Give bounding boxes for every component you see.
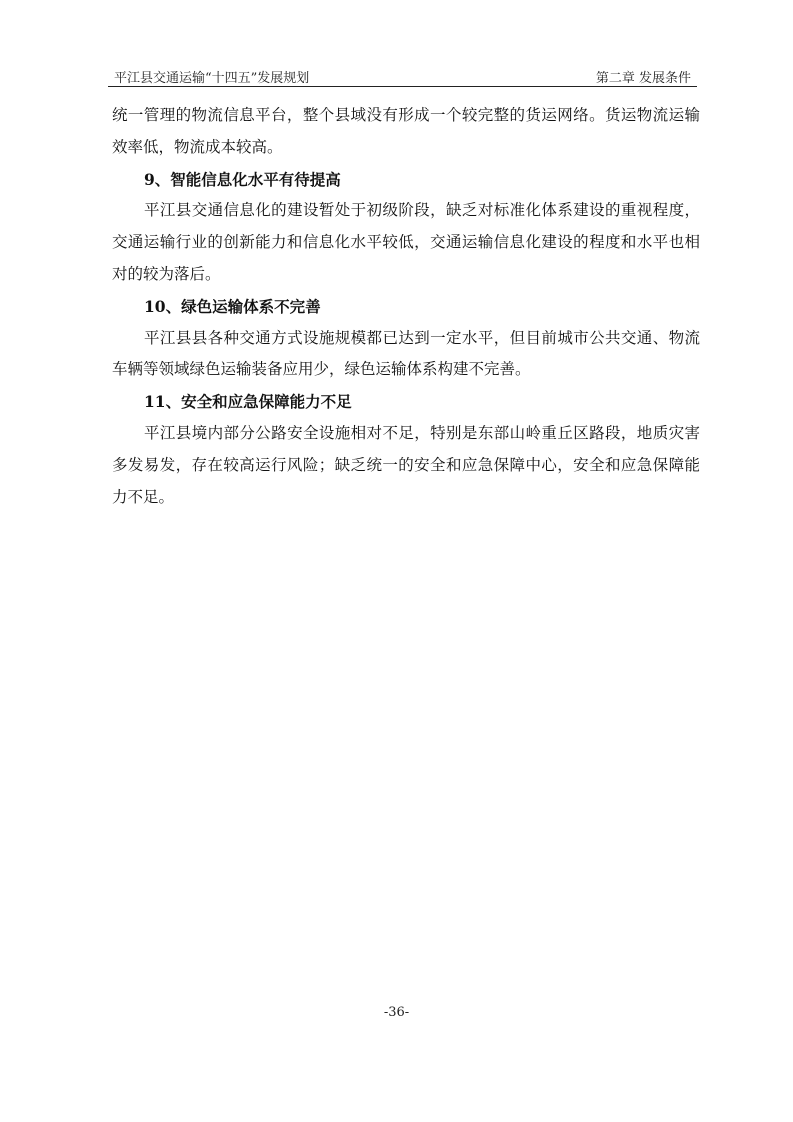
section-heading-9: 9、智能信息化水平有待提高 [144, 169, 341, 189]
document-title: 平江县交通运输“十四五”发展规划 [114, 71, 310, 86]
section-heading-10: 10、绿色运输体系不完善 [144, 296, 321, 316]
page-body [112, 100, 700, 513]
paragraph-continued: 统一管理的物流信息平台，整个县域没有形成一个较完整的货运网络。货运物流运输效率低，物流成本较高。 [112, 106, 700, 156]
chapter-title: 第二章 发展条件 [595, 71, 691, 86]
page-number: -36- [383, 1005, 410, 1020]
paragraph-section-9: 平江县交通信息化的建设暂处于初级阶段，缺乏对标准化体系建设的重视程度，交通运输行业的创新能力和信息化水平较低，交通运输信息化建设的程度和水平也相对的较为落后。 [112, 201, 700, 283]
section-heading-11: 11、安全和应急保障能力不足 [144, 392, 352, 412]
paragraph-section-11: 平江县境内部分公路安全设施相对不足，特别是东部山岭重丘区路段，地质灾害多发易发，存在较高运行风险；缺乏统一的安全和应急保障中心，安全和应急保障能力不足。 [112, 423, 700, 506]
page-header [108, 64, 697, 87]
paragraph-section-10: 平江县县各种交通方式设施规模都已达到一定水平，但目前城市公共交通、物流车辆等领域绿色运输装备应用少，绿色运输体系构建不完善。 [112, 328, 700, 379]
